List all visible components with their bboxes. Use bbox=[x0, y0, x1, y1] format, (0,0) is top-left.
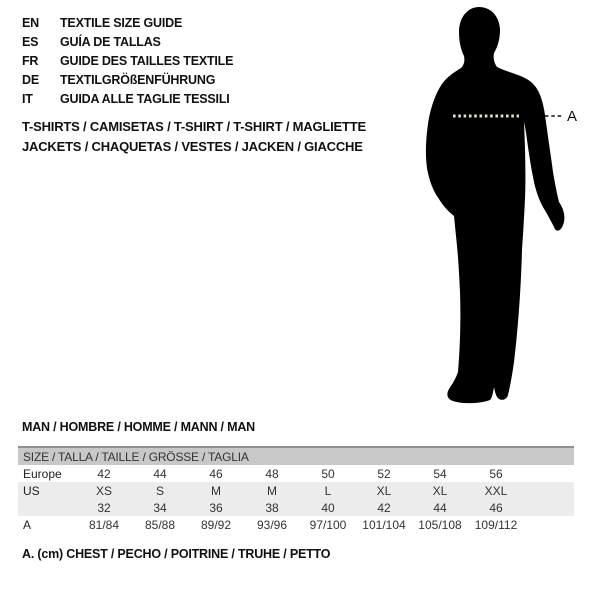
language-title: GUIDA ALLE TAGLIE TESSILI bbox=[60, 91, 230, 106]
table-row-numeric bbox=[18, 499, 574, 516]
table-cell: 44 bbox=[153, 466, 167, 481]
language-row-en bbox=[22, 13, 233, 32]
table-cell: M bbox=[188, 482, 244, 499]
table-cell: 46 bbox=[209, 466, 223, 481]
table-cell: 38 bbox=[244, 499, 300, 516]
language-code: FR bbox=[22, 53, 39, 68]
table-cell: M bbox=[244, 482, 300, 499]
table-row-us bbox=[18, 482, 574, 499]
table-cell-spacer bbox=[524, 499, 574, 516]
table-cell: 52 bbox=[377, 466, 391, 481]
table-cell: 93/96 bbox=[256, 517, 288, 532]
measure-label-a: A bbox=[567, 108, 578, 125]
table-cell: 85/88 bbox=[144, 517, 176, 532]
language-title: GUÍA DE TALLAS bbox=[60, 34, 161, 49]
table-cell: 48 bbox=[265, 466, 279, 481]
size-table-header-row bbox=[18, 447, 574, 465]
table-cell-spacer bbox=[524, 516, 574, 533]
table-cell: 97/100 bbox=[309, 517, 347, 532]
language-row-de bbox=[22, 70, 233, 89]
row-label: A bbox=[23, 517, 32, 532]
table-row-europe bbox=[18, 465, 574, 482]
row-label: Europe bbox=[23, 466, 62, 481]
language-title: TEXTILE SIZE GUIDE bbox=[60, 15, 183, 30]
table-cell: 56 bbox=[489, 466, 503, 481]
language-list bbox=[22, 13, 233, 108]
language-row-es bbox=[22, 32, 233, 51]
table-cell: 81/84 bbox=[88, 517, 120, 532]
man-silhouette-svg bbox=[393, 4, 583, 404]
table-cell: 46 bbox=[468, 499, 524, 516]
language-title: GUIDE DES TAILLES TEXTILE bbox=[60, 53, 234, 68]
category-list bbox=[22, 117, 366, 157]
language-row-fr bbox=[22, 51, 233, 70]
table-cell: L bbox=[300, 482, 356, 499]
table-cell: 101/104 bbox=[362, 517, 406, 532]
language-code: EN bbox=[22, 15, 39, 30]
size-table bbox=[18, 446, 574, 533]
table-cell: S bbox=[132, 482, 188, 499]
table-cell: 36 bbox=[188, 499, 244, 516]
table-cell-spacer bbox=[524, 482, 574, 499]
category-tshirts: T-SHIRTS / CAMISETAS / T-SHIRT / T-SHIRT / MAGLIETTE bbox=[22, 119, 366, 134]
language-code: ES bbox=[22, 34, 39, 49]
table-cell: 89/92 bbox=[200, 517, 232, 532]
table-row-chest-a bbox=[18, 516, 574, 533]
language-row-it bbox=[22, 89, 233, 108]
table-cell: 50 bbox=[321, 466, 335, 481]
man-silhouette-figure bbox=[393, 4, 583, 404]
row-label bbox=[18, 499, 76, 516]
table-cell: 109/112 bbox=[474, 517, 518, 532]
table-cell: 42 bbox=[97, 466, 111, 481]
table-cell: 44 bbox=[412, 499, 468, 516]
category-jackets: JACKETS / CHAQUETAS / VESTES / JACKEN / GIACCHE bbox=[22, 139, 363, 154]
language-code: DE bbox=[22, 72, 39, 87]
table-cell: 40 bbox=[300, 499, 356, 516]
table-cell: XXL bbox=[468, 482, 524, 499]
language-title: TEXTILGRÖßENFÜHRUNG bbox=[60, 72, 216, 87]
table-cell: XS bbox=[76, 482, 132, 499]
table-cell: 42 bbox=[356, 499, 412, 516]
table-cell: 54 bbox=[433, 466, 447, 481]
table-cell: XL bbox=[356, 482, 412, 499]
table-cell-spacer bbox=[524, 465, 574, 482]
measurement-footnote: A. (cm) CHEST / PECHO / POITRINE / TRUHE / PETTO bbox=[22, 547, 331, 561]
row-label: US bbox=[18, 482, 76, 499]
man-silhouette-shape bbox=[426, 7, 564, 403]
size-table-header: SIZE / TALLA / TAILLE / GRÖSSE / TAGLIA bbox=[18, 447, 574, 465]
table-cell: 32 bbox=[76, 499, 132, 516]
language-code: IT bbox=[22, 91, 33, 106]
section-title: MAN / HOMBRE / HOMME / MANN / MAN bbox=[22, 420, 255, 434]
table-cell: 105/108 bbox=[418, 517, 462, 532]
table-cell: 34 bbox=[132, 499, 188, 516]
table-cell: XL bbox=[412, 482, 468, 499]
